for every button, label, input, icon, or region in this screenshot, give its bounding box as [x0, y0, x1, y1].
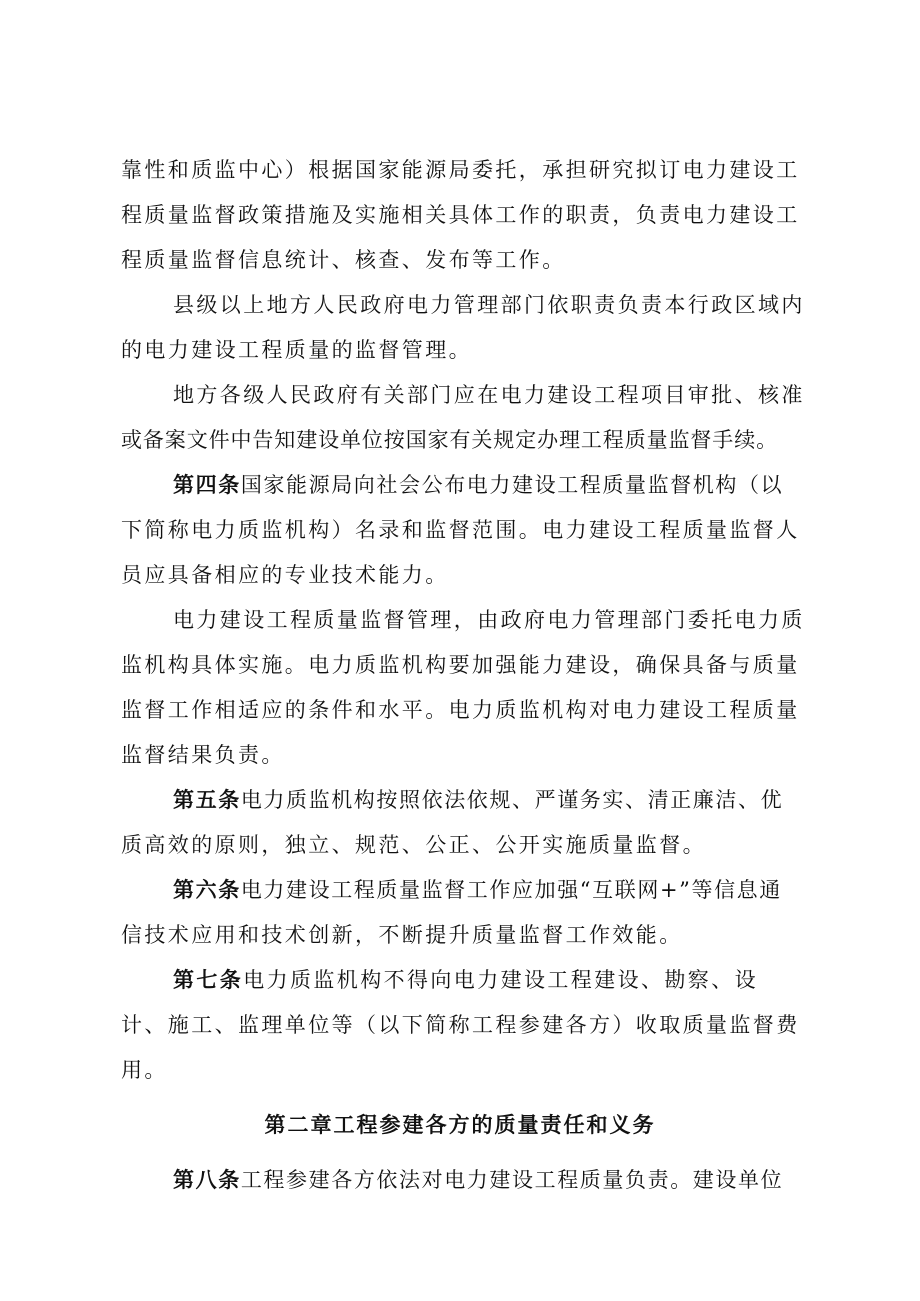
- article-6-label: 第六条: [173, 878, 241, 902]
- article-5-text: 电力质监机构按照依法依规、严谨务实、清正廉洁、优: [240, 788, 784, 812]
- article-8-first-line: [173, 1165, 813, 1195]
- paragraph-line: 监督工作相适应的条件和水平。电力质监机构对电力建设工程质量: [121, 698, 800, 722]
- paragraph-line: 县级以上地方人民政府电力管理部门依职责负责本行政区域内: [173, 293, 805, 317]
- paragraph-line: 的电力建设工程质量的监督管理。: [121, 338, 472, 362]
- article-8-label: 第八条: [173, 1168, 241, 1192]
- paragraph-line: 地方各级人民政府有关部门应在电力建设工程项目审批、核准: [173, 383, 805, 407]
- paragraph-line: 电力建设工程质量监督管理，由政府电力管理部门委托电力质: [173, 608, 805, 632]
- paragraph-line: 信技术应用和技术创新，不断提升质量监督工作效能。: [121, 923, 683, 947]
- paragraph-line: 用。: [121, 1058, 168, 1082]
- article-4-text: 国家能源局向社会公布电力建设工程质量监督机构（以: [240, 473, 784, 497]
- article-5-label: 第五条: [173, 788, 241, 812]
- paragraph-line: 靠性和质监中心）根据国家能源局委托，承担研究拟订电力建设工: [121, 158, 800, 182]
- article-8-text: 工程参建各方依法对电力建设工程质量负责。建设单位: [240, 1168, 784, 1192]
- paragraph-line: 下简称电力质监机构）名录和监督范围。电力建设工程质量监督人: [121, 518, 800, 542]
- article-7-label: 第七条: [173, 968, 244, 992]
- paragraph-line: 监督结果负责。: [121, 743, 285, 767]
- paragraph-line: 员应具备相应的专业技术能力。: [121, 563, 449, 587]
- paragraph-line: 程质量监督信息统计、核查、发布等工作。: [121, 248, 566, 272]
- article-6-text: 电力建设工程质量监督工作应加强“互联网+”等信息通: [240, 878, 782, 902]
- article-5-first-line: [173, 785, 813, 815]
- paragraph-line: 程质量监督政策措施及实施相关具体工作的职责，负责电力建设工: [121, 203, 800, 227]
- article-4-first-line: [173, 470, 813, 500]
- article-4-label: 第四条: [173, 473, 241, 497]
- paragraph-line: 质高效的原则，独立、规范、公正、公开实施质量监督。: [121, 833, 706, 857]
- article-6-first-line: [173, 875, 813, 905]
- paragraph-line: 计、施工、监理单位等（以下简称工程参建各方）收取质量监督费: [121, 1013, 800, 1037]
- article-7-first-line: [173, 965, 813, 995]
- chapter-heading: 第二章工程参建各方的质量责任和义务: [264, 1113, 656, 1137]
- article-7-text: 电力质监机构不得向电力建设工程建设、勘察、设: [243, 968, 759, 992]
- paragraph-line: 监机构具体实施。电力质监机构要加强能力建设，确保具备与质量: [121, 653, 800, 677]
- paragraph-line: 或备案文件中告知建设单位按国家有关规定办理工程质量监督手续。: [121, 428, 778, 452]
